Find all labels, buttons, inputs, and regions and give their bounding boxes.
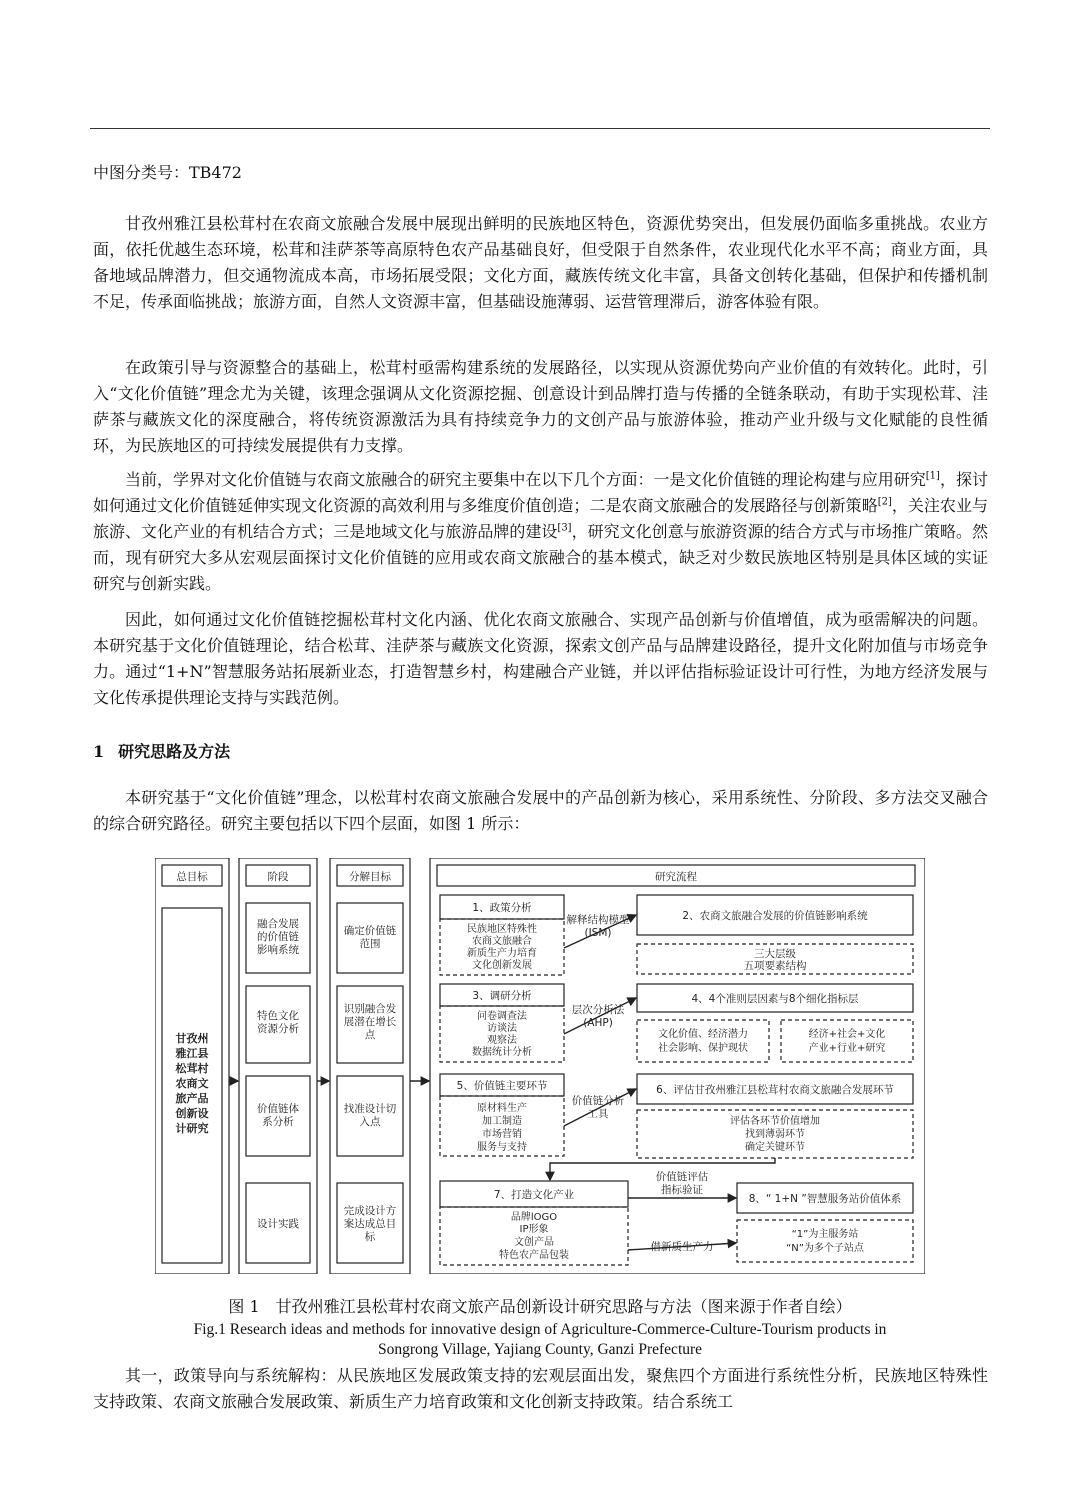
step3-title: 3、调研分析	[472, 990, 532, 1002]
paragraph-1: 甘孜州雅江县松茸村在农商文旅融合发展中展现出鲜明的民族地区特色，资源优势突出，但发展仍面临多重挑战。农业方面，依托优越生态环境，松茸和洼萨茶等高原特色农产品基础良好，但受限于自然条件，农业现代化水平不高；商业方面，具备地域品牌潜力，但交通物流成本高，市场拓展受限；文化方面，藏族传统文化丰富，具备文创转化基础，但保护和传播机制不足，传承面临挑战；旅游方面，自然人文资源丰富，但基础设施薄弱、运营管理滞后，游客体验有限。	[93, 214, 988, 311]
paragraph-5: 本研究基于“文化价值链”理念，以松茸村农商文旅融合发展中的产品创新为核心，采用系统性、分阶段、多方法交叉融合的综合研究路径。研究主要包括以下四个层面，如图 1 所示：	[93, 788, 988, 833]
figure-1-flowchart	[155, 858, 925, 1274]
citation-1[interactable]: [1]	[925, 470, 940, 482]
header-rule	[90, 128, 990, 129]
col1-body-line: 农商文	[175, 1077, 209, 1090]
col2-stage-1-line: 的价值链	[257, 931, 299, 943]
col3-goal-2-line: 识别融合发	[343, 1003, 397, 1015]
col1-body-line: 创新设	[175, 1107, 209, 1120]
col1-body-line: 松茸村	[175, 1062, 209, 1075]
step1-item: 新质生产力培育	[467, 948, 537, 959]
step5-title: 5、价值链主要环节	[456, 1080, 548, 1092]
method-ahp-line: 层次分析法	[571, 1004, 625, 1016]
step2-title: 2、农商文旅融合发展的价值链影响系统	[682, 910, 868, 922]
step6-item: 找到薄弱环节	[745, 1129, 805, 1140]
citation-2[interactable]: [2]	[877, 496, 892, 508]
col1-body-line: 甘孜州	[175, 1032, 209, 1045]
figure-caption-en-line-1: Fig.1 Research ideas and methods for innovative design of Agriculture-Commerce-Culture-Tourism products in	[193, 1321, 887, 1338]
col2-stage-1-line: 影响系统	[257, 944, 299, 956]
section-number: 1	[93, 742, 105, 761]
col2-stage-2-line: 特色文化	[257, 1010, 299, 1022]
step2-item: 五项要素结构	[743, 960, 807, 972]
step3-item: 访谈法	[487, 1023, 517, 1034]
method-eval-line: 指标验证	[661, 1184, 703, 1196]
col1-body-line: 雅江县	[175, 1047, 209, 1060]
paragraph-3-part-c: ，关注农业与旅游、文化产业的有机结合方式；三是地域文化与旅游品牌的建设	[93, 496, 988, 541]
method-ism-line: 解释结构模型	[566, 914, 630, 926]
method-eval-line: 价值链评估	[655, 1171, 709, 1183]
method-vca-line: 价值链分析	[571, 1095, 625, 1107]
col3-goal-3-line: 入点	[359, 1116, 381, 1128]
method-ism-line: (ISM)	[584, 927, 612, 939]
figure-caption-zh: 图 1 甘孜州雅江县松茸村农商文旅产品创新设计研究思路与方法（图来源于作者自绘）	[228, 1297, 852, 1316]
step4-left-item: 社会影响、保护现状	[658, 1043, 748, 1054]
method-new-productivity: 借新质生产力	[650, 1241, 714, 1253]
step5-item: 加工制造	[482, 1116, 522, 1127]
col2-header: 阶段	[267, 871, 289, 883]
method-vca-line: 工具	[587, 1108, 609, 1120]
step3-item: 数据统计分析	[472, 1047, 532, 1058]
step7-item: 特色农产品包装	[499, 1250, 569, 1261]
col3-goal-4-line: 标	[364, 1231, 376, 1243]
col2-stage-1-line: 融合发展	[257, 918, 299, 930]
paragraph-6: 其一，政策导向与系统解构：从民族地区发展政策支持的宏观层面出发，聚焦四个方面进行系统性分析，民族地区特殊性支持政策、农商文旅融合发展政策、新质生产力培育政策和文化创新支持政策。结合系统工	[93, 1366, 988, 1411]
step8-item: “1”为主服务站	[791, 1229, 859, 1240]
step1-item: 民族地区特殊性	[467, 924, 537, 935]
step4-left-box	[637, 1020, 769, 1062]
paragraph-3-part-b: ，探讨如何通过文化价值链延伸实现文化资源的高效利用与多维度价值创造；二是农商文旅融合的发展路径与创新策略	[93, 470, 988, 515]
step7-item: IP形象	[519, 1224, 549, 1235]
step7-title: 7、打造文化产业	[493, 1189, 575, 1201]
step6-item: 确定关键环节	[745, 1142, 805, 1153]
paragraph-3	[93, 467, 988, 597]
paragraph-2: 在政策引导与资源整合的基础上，松茸村亟需构建系统的发展路径，以实现从资源优势向产业价值的有效转化。此时，引入“文化价值链”理念尤为关键，该理念强调从文化资源挖掘、创意设计到品牌打造与传播的全链条联动，有助于实现松茸、洼萨茶与藏族文化的深度融合，将传统资源激活为具有持续竞争力的文创产品与旅游体验，推动产业升级与文化赋能的良性循环，为民族地区的可持续发展提供有力支撑。	[93, 358, 988, 455]
col2-stage-3-line: 系分析	[262, 1116, 294, 1128]
col3-goal-1-line: 确定价值链	[343, 925, 397, 937]
step1-item: 文化创新发展	[472, 960, 532, 971]
col3-goal-4-line: 完成设计方	[343, 1205, 397, 1217]
step1-item: 农商文旅融合	[472, 936, 532, 947]
citation-3[interactable]: [3]	[557, 522, 572, 534]
step6-item: 评估各环节价值增加	[730, 1116, 820, 1127]
step3-item: 观察法	[487, 1035, 517, 1046]
step5-item: 服务与支持	[477, 1142, 527, 1153]
figure-caption-en-line-2: Songrong Village, Yajiang County, Ganzi Prefecture	[377, 1341, 703, 1358]
paragraph-3-part-d: ，研究文化创意与旅游资源的结合方式与市场推广策略。然而，现有研究大多从宏观层面探讨文化价值链的应用或农商文旅融合的基本模式，缺乏对少数民族地区特别是具体区域的实证研究与创新实践。	[93, 522, 988, 593]
step4-title: 4、4个准则层因素与8个细化指标层	[691, 993, 859, 1005]
col3-goal-2-line: 点	[364, 1029, 376, 1041]
step2-item: 三大层级	[754, 948, 796, 960]
col3-goal-1-line: 范围	[359, 938, 381, 950]
method-ahp-line: (AHP)	[583, 1017, 613, 1029]
classification-number: 中图分类号：TB472	[93, 163, 242, 182]
step7-item: 品牌lOGO	[510, 1212, 558, 1223]
step4-right-item: 经济+社会+文化	[808, 1029, 886, 1040]
step3-item: 问卷调查法	[477, 1011, 527, 1022]
step5-item: 原材料生产	[477, 1103, 527, 1114]
step5-item: 市场营销	[482, 1129, 522, 1140]
col1-header: 总目标	[176, 871, 208, 883]
step8-title: 8、“ 1+N ”智慧服务站价值体系	[748, 1193, 902, 1205]
col3-goal-2-line: 展潜在增长	[343, 1016, 397, 1028]
step8-items-box	[737, 1220, 913, 1262]
step4-left-item: 文化价值、经济潜力	[658, 1029, 748, 1040]
col3-goal-3-line: 找准设计切	[343, 1103, 397, 1115]
section-title: 研究思路及方法	[118, 742, 231, 761]
col1-body-line: 计研究	[175, 1122, 209, 1135]
col1-body-line: 旅产品	[175, 1092, 209, 1105]
step1-title: 1、政策分析	[472, 902, 532, 914]
col3-header: 分解目标	[349, 871, 391, 883]
step6-title: 6、评估甘孜州雅江县松茸村农商文旅融合发展环节	[656, 1084, 894, 1096]
step8-item: “N”为多个子站点	[786, 1243, 864, 1254]
step4-right-item: 产业+行业+研究	[808, 1043, 886, 1054]
section-heading	[93, 739, 230, 762]
col2-stage-3-line: 价值链体	[257, 1103, 299, 1115]
col4-header: 研究流程	[655, 871, 697, 883]
col2-stage-2-line: 资源分析	[257, 1023, 299, 1035]
col3-goal-4-line: 案达成总目	[343, 1218, 397, 1230]
col2-stage-4-line: 设计实践	[257, 1218, 299, 1230]
paragraph-3-part-a: 当前，学界对文化价值链与农商文旅融合的研究主要集中在以下几个方面：一是文化价值链的理论构建与应用研究	[125, 470, 926, 489]
step7-item: 文创产品	[514, 1237, 554, 1248]
step4-right-box	[781, 1020, 913, 1062]
paragraph-4: 因此，如何通过文化价值链挖掘松茸村文化内涵、优化农商文旅融合、实现产品创新与价值增值，成为亟需解决的问题。本研究基于文化价值链理论，结合松茸、洼萨茶与藏族文化资源，探索文创产品与品牌建设路径，提升文化附加值与市场竞争力。通过“1+N”智慧服务站拓展新业态，打造智慧乡村，构建融合产业链，并以评估指标验证设计可行性，为地方经济发展与文化传承提供理论支持与实践范例。	[93, 610, 988, 707]
